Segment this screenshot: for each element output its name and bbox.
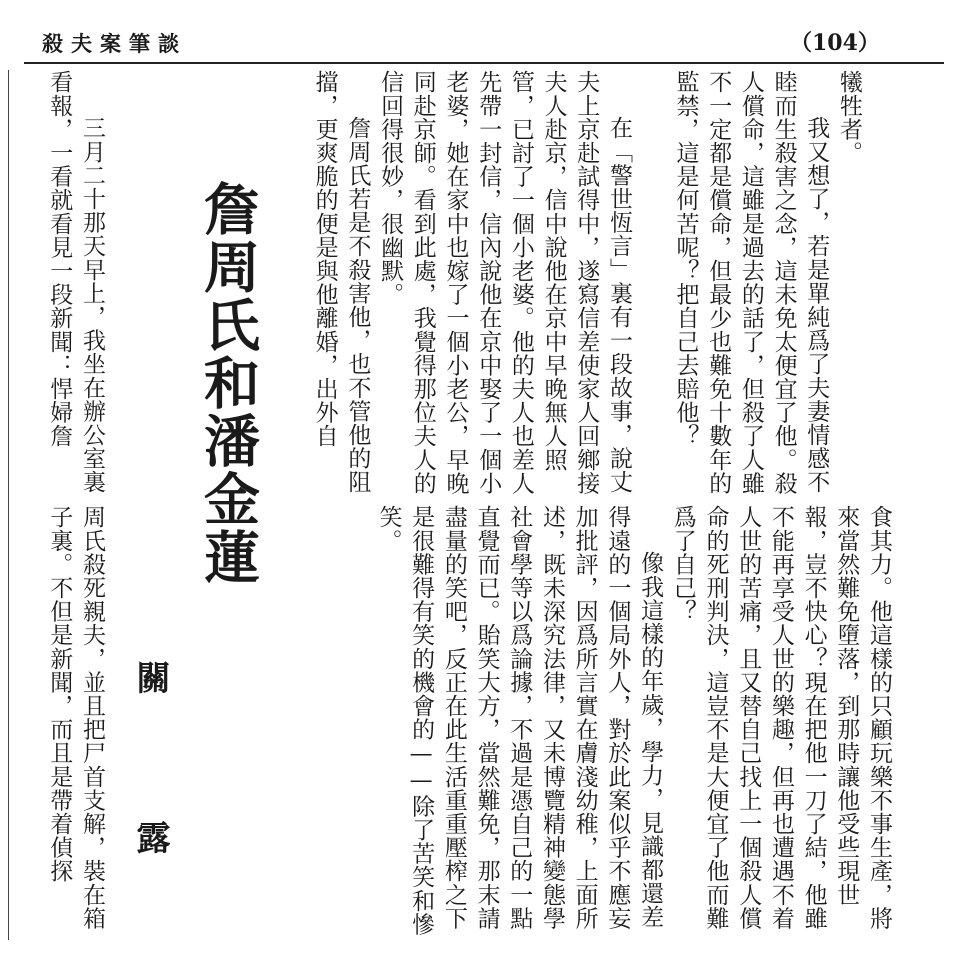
article-title: 詹周氏和潘金蓮 <box>195 180 261 586</box>
header-rule <box>24 62 944 64</box>
paragraph: 像我這樣的年歲，學力，見識都還差得遠的一個局外人，對於此案似乎不應妄加批評，因爲所言實在膚淺幼稚，上面所述，既未深究法律，又未博覽精神變態學社會學等以爲論據，不過是憑自己的一點直覺而已。貽笑大方，當然難免，那末請盡量的笑吧，反正在此生活重重壓榨之下是很難得有笑的機會的——除了苦笑和慘笑。 <box>375 505 664 936</box>
text-block-upper-right <box>640 70 865 500</box>
page-edge-line <box>8 70 9 940</box>
paragraph: 在「警世恆言」裏有一段故事，說丈夫上京赴試得中，遂寫信差使家人回鄉接夫人赴京，信中說他在京中早晚無人照管，已討了一個小老婆。他的夫人也差人先帶一封信，信內說他在京中娶了一個小老婆，她在家中也嫁了一個小老公，早晚同赴京師。看到此處，我覺得那位夫人的信回得很妙，很幽默。 <box>377 70 632 495</box>
paragraph: 犧牲者。 <box>836 70 862 165</box>
paragraph: 詹周氏若是不殺害他，也不管他的阻擋，更爽脆的便是與他離婚，出外自 <box>311 70 371 494</box>
page-number: （104） <box>790 30 880 56</box>
text-block-lower <box>310 505 895 945</box>
paragraph: 我又想了，若是單純爲了夫妻情感不睦而生殺害之念，這未免太便宜了他。殺人償命，這雖是過去的話了，但殺了人雖不一定都是償命，但最少也難免十數年的監禁，這是何苦呢？把自己去賠他？ <box>672 70 830 495</box>
text-block-upper-middle <box>290 70 635 500</box>
paragraph: 食其力。他這樣的只顧玩樂不事生產，將來當然難免墮落，到那時讓他受些現世報，豈不快心？現在把他一刀了結，他雖不能再享受人世的樂趣，但再也遭遇不着人世的苦痛，且又替自己找上一個殺人償命的死刑判決，這豈不是大便宜了他而難爲了自己？ <box>669 505 892 930</box>
article-author: 關 露 <box>130 660 170 900</box>
paragraph: 三月二十那天早上，我坐在辦公室裏看報，一看就看見一段新聞：悍婦詹 <box>46 70 105 494</box>
text-block-left-top <box>28 70 108 500</box>
paragraph: 周氏殺死親夫，並且把尸首支解，裝在箱子裏。不但是新聞，而且是帶着偵探 <box>46 505 105 930</box>
text-block-left-bottom <box>28 505 108 945</box>
running-title: 殺夫案筆談 <box>42 31 187 56</box>
